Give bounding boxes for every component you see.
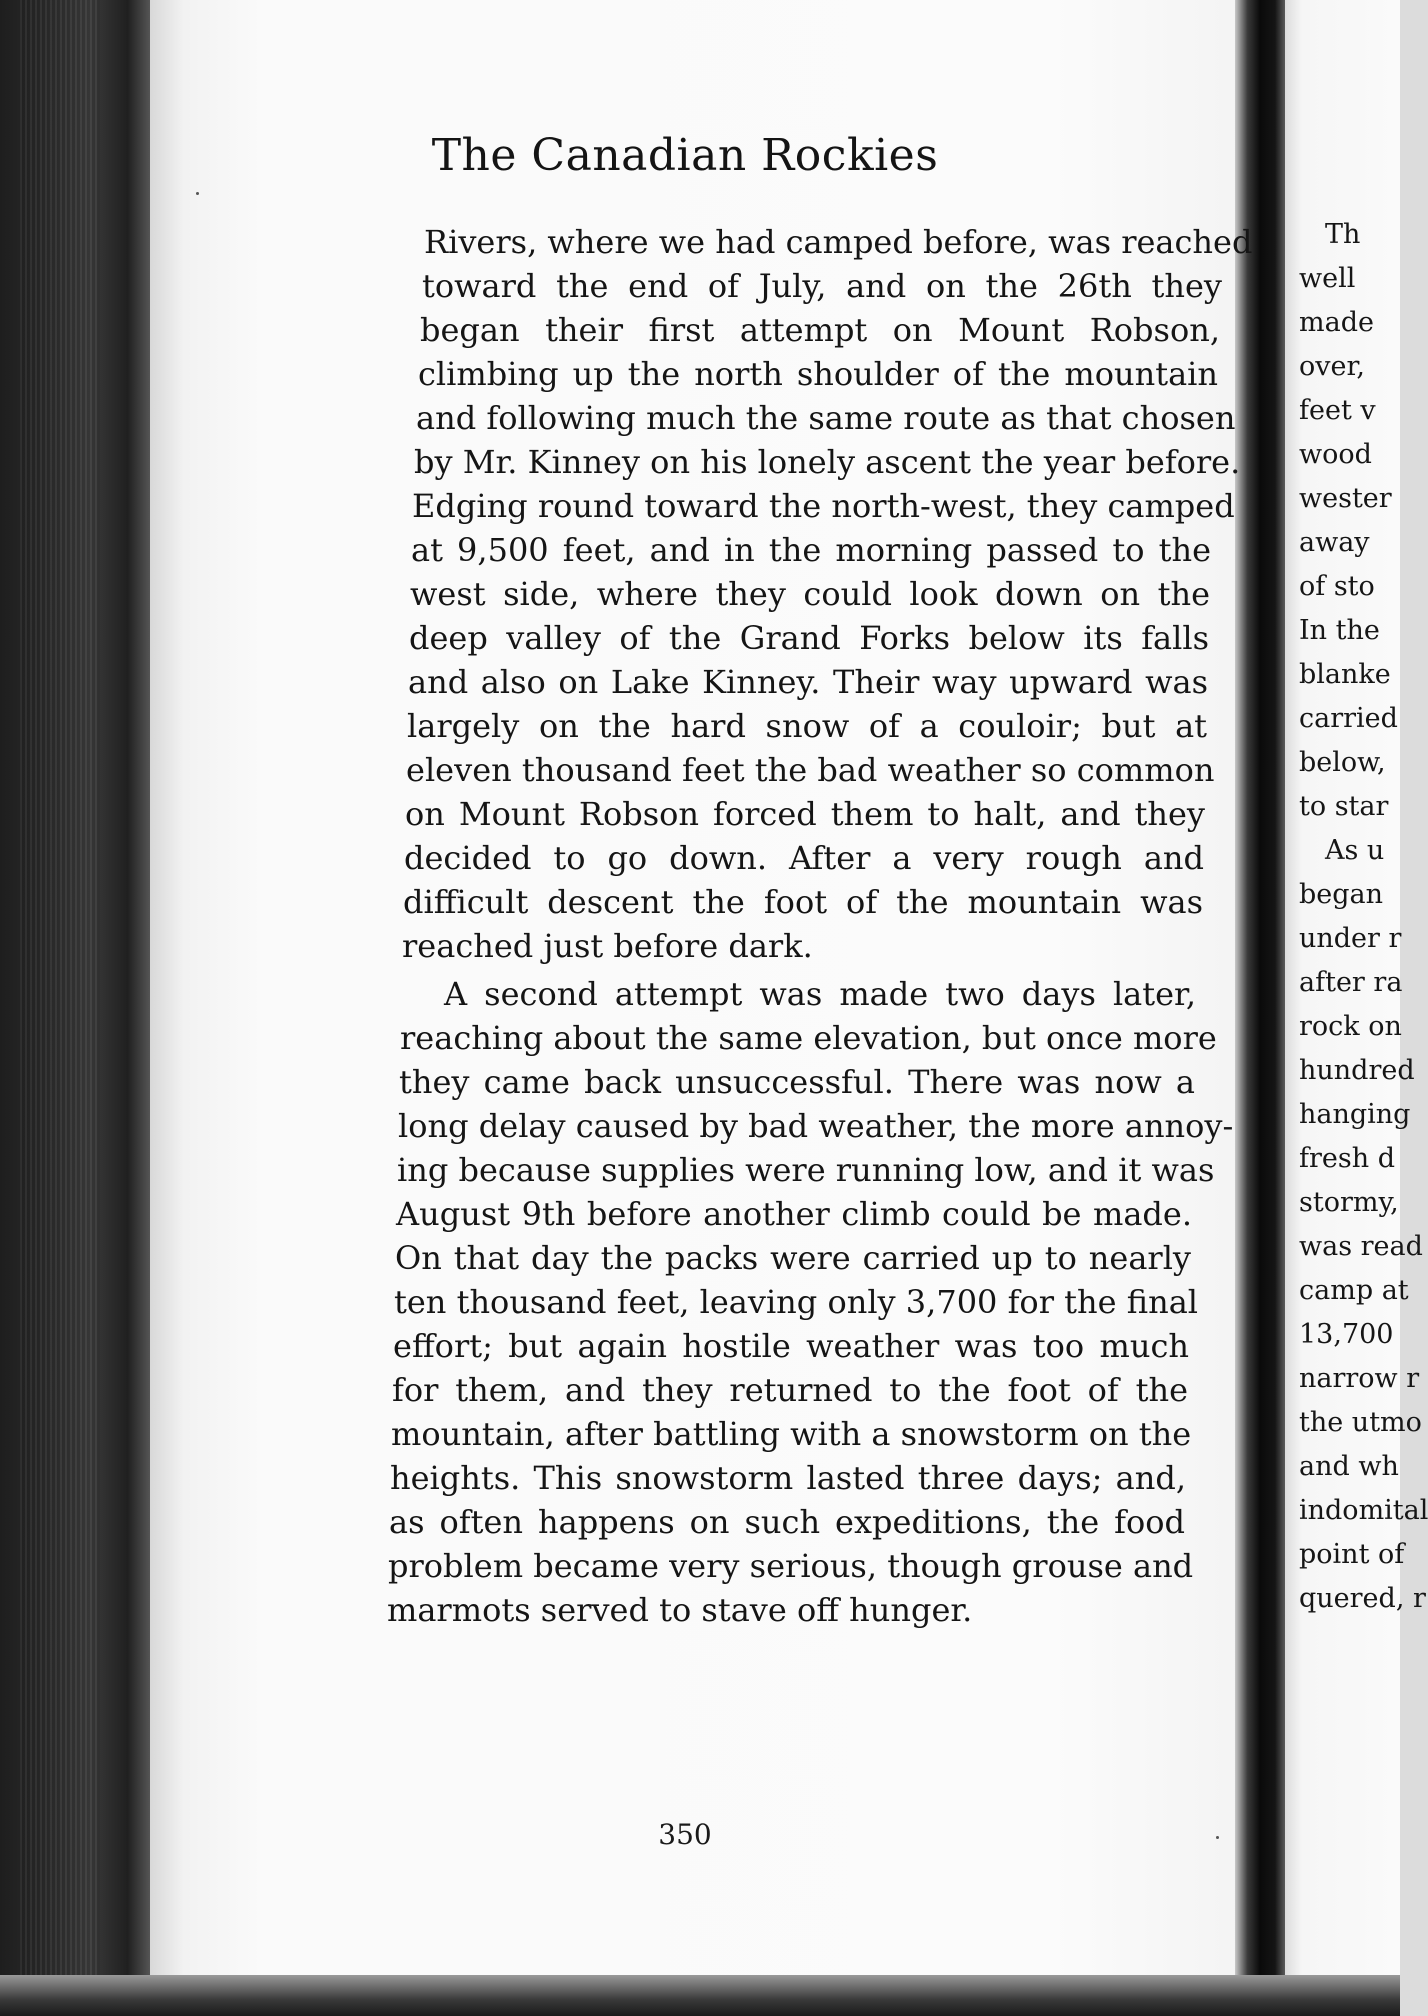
facing-line: under r xyxy=(1299,923,1402,954)
text-line: problem became very serious, though grouse and xyxy=(388,1547,1194,1585)
facing-line: Th xyxy=(1325,219,1361,250)
facing-line: narrow r xyxy=(1299,1363,1420,1394)
text-line: ten thousand feet, leaving only 3,700 for the final xyxy=(394,1283,1198,1321)
facing-line: indomital xyxy=(1299,1495,1428,1526)
text-line: difficult descent the foot of the mountain was xyxy=(403,883,1203,921)
facing-line: the utmo xyxy=(1299,1407,1422,1438)
text-line: eleven thousand feet the bad weather so common xyxy=(406,751,1215,789)
facing-line: below, xyxy=(1299,747,1386,778)
facing-line: feet v xyxy=(1299,395,1376,426)
facing-line: In the xyxy=(1299,615,1380,646)
text-line: as often happens on such expeditions, the food xyxy=(389,1503,1185,1541)
facing-line: to star xyxy=(1299,791,1389,822)
running-head: The Canadian Rockies xyxy=(431,130,939,181)
facing-line: blanke xyxy=(1299,659,1391,690)
page-number: 350 xyxy=(658,1818,712,1851)
facing-line: well xyxy=(1299,263,1356,294)
text-line: mountain, after battling with a snowstorm on the xyxy=(391,1415,1192,1453)
facing-line: quered, r xyxy=(1299,1583,1426,1614)
text-line: reached just before dark. xyxy=(402,927,813,965)
text-line: began their first attempt on Mount Robson, xyxy=(420,311,1220,349)
facing-line: hundred xyxy=(1299,1055,1415,1086)
text-line: for them, and they returned to the foot of the xyxy=(392,1371,1188,1409)
facing-line: fresh d xyxy=(1299,1143,1395,1174)
facing-line: stormy, xyxy=(1299,1187,1399,1218)
text-line: toward the end of July, and on the 26th they xyxy=(422,267,1222,305)
text-line: long delay caused by bad weather, the more annoy- xyxy=(398,1107,1234,1145)
text-line: reaching about the same elevation, but once more xyxy=(400,1019,1217,1057)
facing-line: began xyxy=(1299,879,1384,910)
facing-line: wester xyxy=(1299,483,1392,514)
text-line: on Mount Robson forced them to halt, and they xyxy=(405,795,1205,833)
text-line: heights. This snowstorm lasted three days; and, xyxy=(390,1459,1186,1497)
facing-line: was read xyxy=(1299,1231,1423,1262)
text-line: west side, where they could look down on the xyxy=(410,575,1210,613)
facing-line: after ra xyxy=(1299,967,1403,998)
text-line: August 9th before another climb could be made. xyxy=(396,1195,1192,1233)
facing-line: and wh xyxy=(1299,1451,1399,1482)
facing-line: camp at xyxy=(1299,1275,1409,1306)
text-line: climbing up the north shoulder of the mountain xyxy=(418,355,1218,393)
facing-line: rock on xyxy=(1299,1011,1402,1042)
text-line: and following much the same route as that chosen xyxy=(416,399,1236,437)
facing-line: wood xyxy=(1299,439,1372,470)
facing-line: over, xyxy=(1299,351,1366,382)
text-line: by Mr. Kinney on his lonely ascent the year before. xyxy=(414,443,1241,481)
text-line: they came back unsuccessful. There was now a xyxy=(399,1063,1195,1101)
facing-line: away xyxy=(1299,527,1370,558)
text-line: deep valley of the Grand Forks below its falls xyxy=(409,619,1209,657)
text-line: On that day the packs were carried up to nearly xyxy=(395,1239,1191,1277)
facing-line: 13,700 xyxy=(1299,1319,1394,1350)
text-line: and also on Lake Kinney. Their way upward was xyxy=(408,663,1208,701)
text-line: ing because supplies were running low, and it was xyxy=(397,1151,1215,1189)
text-line: marmots served to stave off hunger. xyxy=(387,1591,973,1629)
facing-line: made xyxy=(1299,307,1374,338)
facing-line: point of xyxy=(1299,1539,1405,1570)
text-line: largely on the hard snow of a couloir; but at xyxy=(407,707,1207,745)
text-line: A second attempt was made two days later, xyxy=(444,975,1196,1013)
facing-line: of sto xyxy=(1299,571,1375,602)
text-line: effort; but again hostile weather was too much xyxy=(393,1327,1189,1365)
text-line: decided to go down. After a very rough and xyxy=(404,839,1204,877)
text-line: Rivers, where we had camped before, was reached xyxy=(424,223,1253,261)
facing-line: carried xyxy=(1299,703,1398,734)
facing-line: As u xyxy=(1325,835,1385,866)
facing-line: hanging xyxy=(1299,1099,1411,1130)
text-line: at 9,500 feet, and in the morning passed to the xyxy=(411,531,1211,569)
text-line: Edging round toward the north-west, they camped xyxy=(412,487,1235,525)
